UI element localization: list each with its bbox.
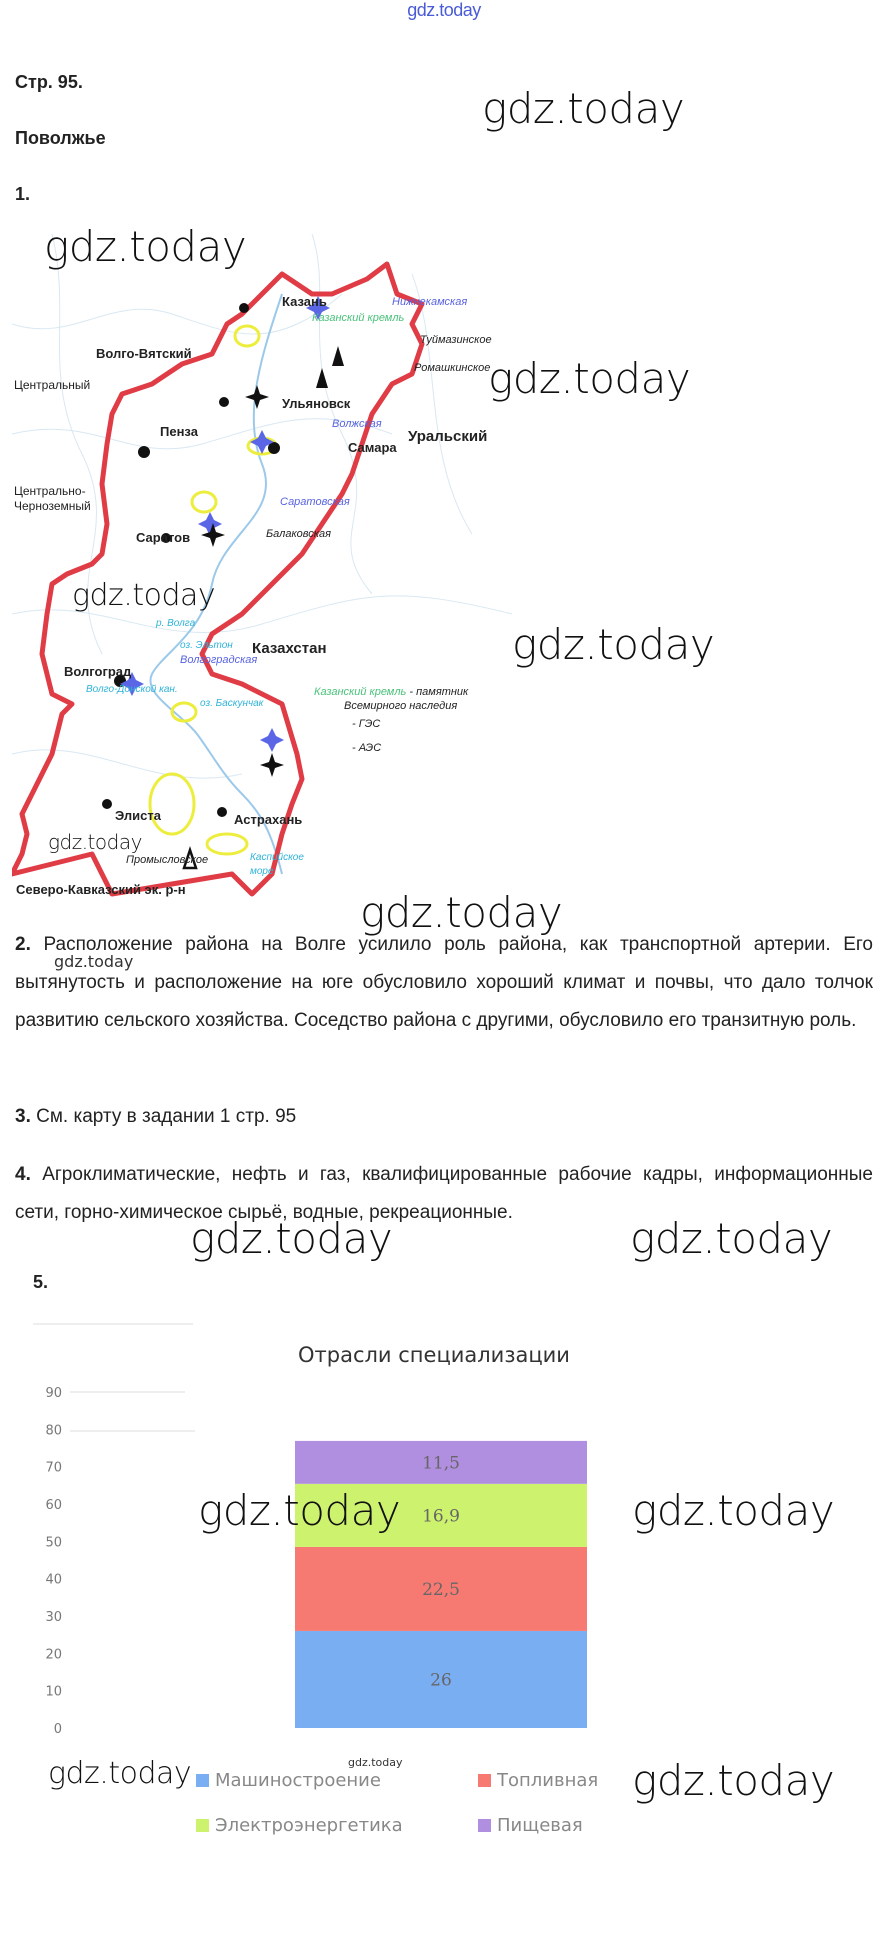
legend-swatch xyxy=(478,1774,491,1787)
ges-label: Нижнекамская xyxy=(392,296,468,308)
region-label: Волго-Вятский xyxy=(96,346,192,361)
region-label: Северо-Кавказский эк. р-н xyxy=(16,882,186,897)
city-label: Саратов xyxy=(136,530,191,545)
legend-item xyxy=(478,1815,583,1836)
data-label: 22,5 xyxy=(422,1579,460,1600)
ges-label: Волжская xyxy=(332,418,382,430)
watermark-small: gdz.today xyxy=(54,952,134,971)
legend-aes: - АЭС xyxy=(352,742,382,754)
chart-title: Отрасли специализации xyxy=(298,1343,570,1367)
task-3-text: См. карту в задании 1 стр. 95 xyxy=(36,1106,297,1127)
city-label: Казань xyxy=(282,294,327,309)
river-label: р. Волга xyxy=(156,618,196,629)
y-tick-label: 20 xyxy=(45,1647,62,1663)
watermark: gdz.today xyxy=(198,1486,401,1535)
task-2 xyxy=(15,926,873,1040)
ges-label: Волгоградская xyxy=(180,654,258,666)
legend-label: Машиностроение xyxy=(215,1770,381,1791)
sea-label: Каспийское xyxy=(250,852,304,863)
watermark: gdz.today xyxy=(190,1214,393,1263)
y-tick-label: 90 xyxy=(45,1386,62,1401)
data-label: 16,9 xyxy=(422,1506,460,1527)
region-label: Казахстан xyxy=(252,640,327,657)
y-tick-label: 50 xyxy=(45,1535,62,1551)
city-label: Самара xyxy=(348,440,397,455)
task-3 xyxy=(15,1098,873,1136)
y-tick-label: 40 xyxy=(45,1572,62,1588)
deposit-label: Туймазинское xyxy=(420,334,492,346)
task-2-text: Расположение района на Волге усилило роль района, как транспортной артерии. Его вытянутость и расположение на юге обусловило хороший климат и почвы, что дало толчок развитию сельского хозяйства. Соседство района с другими, обусловило его транзитную роль. xyxy=(15,934,873,1031)
watermark-small: gdz.today xyxy=(348,1756,403,1769)
watermark: gdz.today xyxy=(482,84,685,133)
legend-swatch xyxy=(196,1774,209,1787)
region-label: Центрально- xyxy=(14,484,86,498)
map-legend-kreml xyxy=(314,686,468,698)
legend-swatch xyxy=(196,1819,209,1832)
legend-label: Топливная xyxy=(497,1770,599,1791)
watermark: gdz.today xyxy=(512,620,715,669)
y-tick-label: 30 xyxy=(45,1610,62,1625)
task-5-number: 5. xyxy=(33,1272,49,1292)
lake-label: оз. Баскунчак xyxy=(200,698,264,709)
y-tick-label: 70 xyxy=(45,1460,62,1476)
y-tick-label: 80 xyxy=(45,1423,62,1439)
watermark: gdz.today xyxy=(44,222,247,271)
region-label: Уральский xyxy=(408,428,488,445)
monument-label: Казанский кремль xyxy=(312,312,405,324)
city-label: Ульяновск xyxy=(282,396,351,411)
region-label: Черноземный xyxy=(14,499,91,513)
legend-label: Электроэнергетика xyxy=(215,1815,403,1836)
task-4-number: 4. xyxy=(15,1164,31,1185)
legend-kreml-suffix: - памятник xyxy=(406,686,469,698)
page-heading: Стр. 95. xyxy=(15,72,83,92)
watermark: gdz.today xyxy=(632,1756,835,1805)
task-2-number: 2. xyxy=(15,934,31,955)
watermark: gdz.today xyxy=(632,1486,835,1535)
section-title: Поволжье xyxy=(15,128,106,148)
y-tick-label: 10 xyxy=(45,1684,62,1700)
legend-kreml-title: Казанский кремль xyxy=(314,686,407,698)
legend-kreml-line2: Всемирного наследия xyxy=(344,700,458,712)
sea-label: море xyxy=(250,866,274,877)
watermark: gdz.today xyxy=(48,1756,192,1791)
canal-label: Волго-Донской кан. xyxy=(86,684,178,695)
ges-label: Саратовская xyxy=(280,496,350,508)
volga-region-map xyxy=(12,222,512,906)
city-label: Волгоград xyxy=(64,664,132,679)
chart-frame-top xyxy=(33,1323,193,1325)
chart-plot xyxy=(0,1380,888,1740)
legend-ges: - ГЭС xyxy=(352,718,381,730)
watermark: gdz.today xyxy=(72,578,216,613)
y-tick-label: 0 xyxy=(53,1722,62,1737)
watermark: gdz.today xyxy=(360,888,563,937)
site-logo[interactable]: gdz.today xyxy=(407,0,481,20)
watermark: gdz.today xyxy=(48,830,142,854)
legend-label: Пищевая xyxy=(497,1815,583,1836)
legend-swatch xyxy=(478,1819,491,1832)
legend-item xyxy=(478,1770,598,1791)
aes-label: Балаковская xyxy=(266,528,331,540)
deposit-label: Ромашкинское xyxy=(414,362,491,374)
watermark: gdz.today xyxy=(630,1214,833,1263)
task-3-number: 3. xyxy=(15,1106,31,1127)
city-label: Пенза xyxy=(160,424,198,439)
task-4-text: Агроклиматические, нефть и газ, квалифицированные рабочие кадры, информационные сети, горно-химическое сырьё, водные, рекреационные. xyxy=(15,1164,874,1223)
y-tick-label: 60 xyxy=(45,1498,62,1513)
data-label: 11,5 xyxy=(422,1453,460,1474)
task-1-number: 1. xyxy=(15,184,31,204)
data-label: 26 xyxy=(430,1670,452,1691)
city-label: Элиста xyxy=(115,808,162,823)
watermark: gdz.today xyxy=(488,354,691,403)
deposit-label: Промысловское xyxy=(126,854,209,866)
region-label: Центральный xyxy=(14,378,91,392)
legend-item xyxy=(196,1815,403,1836)
lake-label: оз. Эльтон xyxy=(180,640,233,651)
city-label: Астрахань xyxy=(234,812,303,827)
legend-item xyxy=(196,1770,381,1791)
